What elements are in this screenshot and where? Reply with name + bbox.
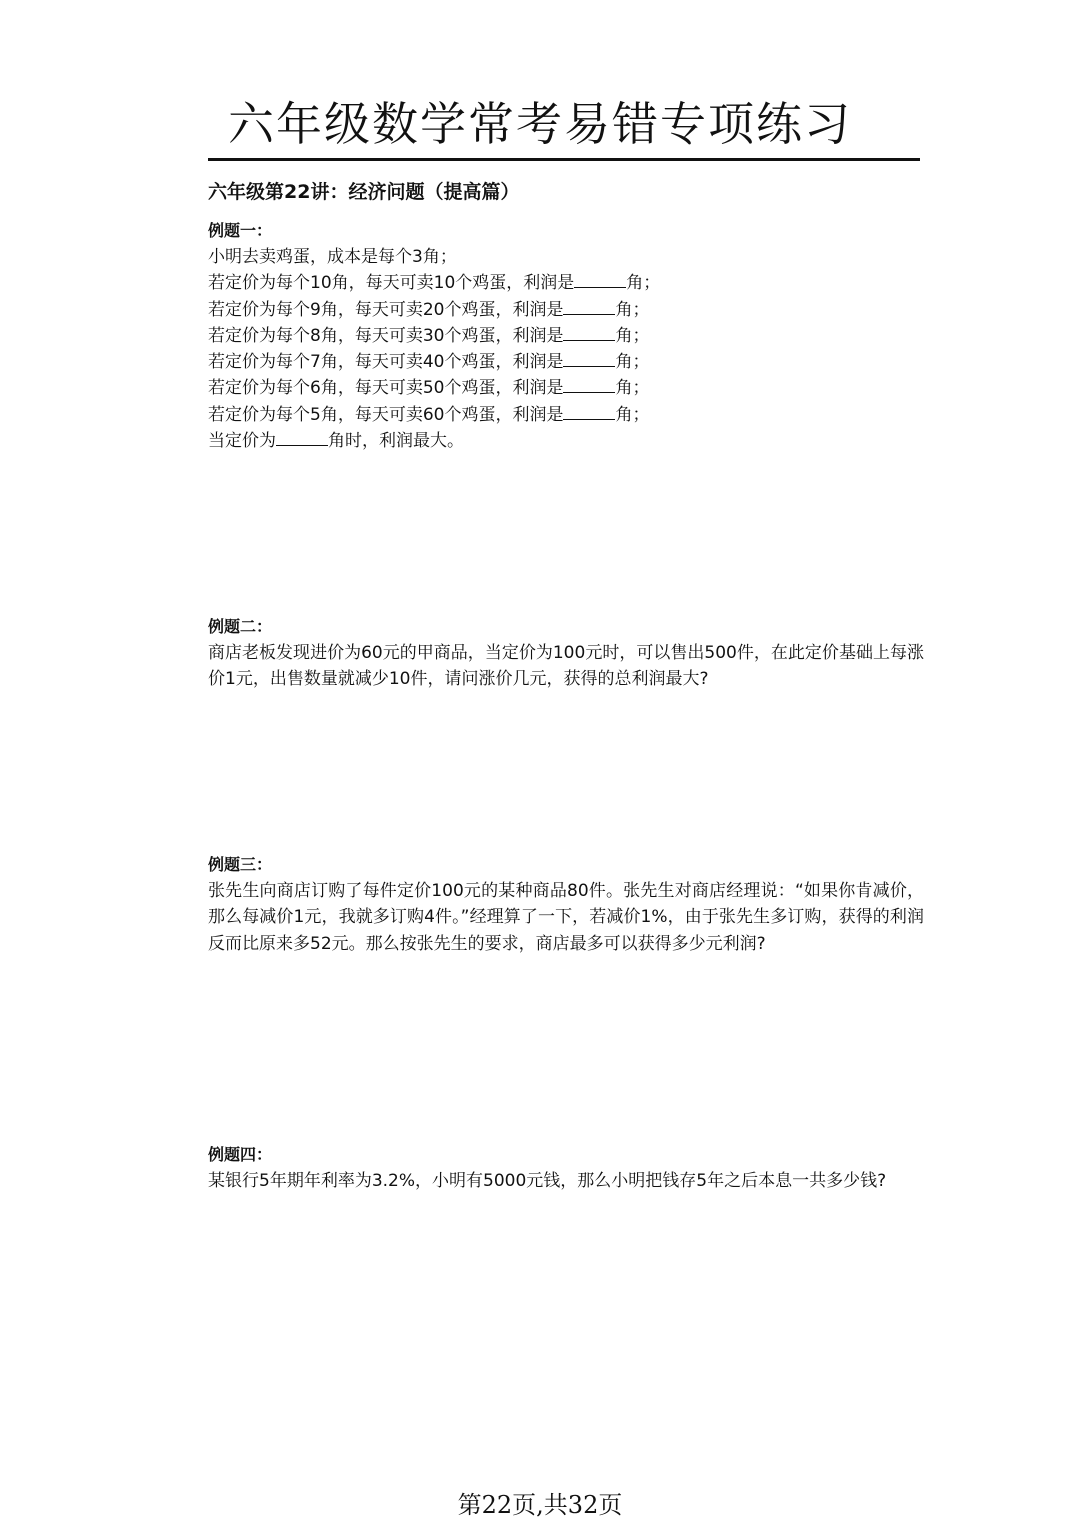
answer-blank[interactable] (563, 350, 615, 367)
example-1-line-8 (208, 428, 924, 454)
example-1 (208, 218, 924, 454)
example-2 (208, 614, 924, 693)
line-text: 当定价为 (208, 431, 276, 452)
example-1-line-7 (208, 402, 924, 428)
line-text: 若定价为每个9角，每天可卖20个鸡蛋，利润是 (208, 299, 564, 320)
line-text: 角时，利润最大。 (328, 431, 464, 452)
example-4 (208, 1142, 924, 1194)
lecture-title: 六年级第22讲：经济问题（提高篇） (208, 181, 520, 203)
example-3-text: 张先生向商店订购了每件定价100元的某种商品80件。张先生对商店经理说：“如果你肯减价，那么每减价1元，我就多订购4件。”经理算了一下，若减价1%，由于张先生多订购，获得的利润反而比原来多52元。那么按张先生的要求，商店最多可以获得多少元利润? (208, 881, 924, 954)
answer-blank[interactable] (563, 298, 615, 315)
example-3-heading: 例题三： (208, 855, 273, 874)
answer-blank[interactable] (563, 324, 615, 341)
line-text: 若定价为每个8角，每天可卖30个鸡蛋，利润是 (208, 325, 564, 346)
line-text: 角； (626, 273, 661, 294)
line-text: 角； (615, 299, 650, 320)
example-4-heading: 例题四： (208, 1145, 273, 1164)
example-3 (208, 852, 924, 957)
line-text: 小明去卖鸡蛋，成本是每个3角； (208, 247, 457, 267)
page-number: 第22页,共32页 (457, 1491, 623, 1519)
example-1-line-6 (208, 375, 924, 401)
example-1-line-4 (208, 323, 924, 349)
example-1-line-5 (208, 349, 924, 375)
example-1-line-2 (208, 270, 924, 296)
line-text: 若定价为每个7角，每天可卖40个鸡蛋，利润是 (208, 352, 564, 373)
example-1-line-1 (208, 244, 924, 270)
example-1-line-3 (208, 297, 924, 323)
example-1-heading: 例题一： (208, 221, 273, 240)
answer-blank[interactable] (563, 376, 615, 393)
title-underline (208, 158, 920, 161)
line-text: 角； (615, 325, 650, 346)
line-text: 角； (615, 378, 650, 399)
line-text: 若定价为每个5角，每天可卖60个鸡蛋，利润是 (208, 404, 564, 425)
line-text: 若定价为每个10角，每天可卖10个鸡蛋，利润是 (208, 273, 575, 294)
document-title: 六年级数学常考易错专项练习 (228, 97, 852, 151)
answer-blank[interactable] (563, 403, 615, 420)
example-4-text: 某银行5年期年利率为3.2%，小明有5000元钱，那么小明把钱存5年之后本息一共多少钱? (208, 1171, 887, 1191)
line-text: 若定价为每个6角，每天可卖50个鸡蛋，利润是 (208, 378, 564, 399)
example-2-heading: 例题二： (208, 617, 273, 636)
line-text: 角； (615, 404, 650, 425)
answer-blank[interactable] (574, 271, 626, 288)
line-text: 角； (615, 352, 650, 373)
answer-blank[interactable] (276, 429, 328, 446)
example-2-text: 商店老板发现进价为60元的甲商品，当定价为100元时，可以售出500件，在此定价基础上每涨价1元，出售数量就减少10件，请问涨价几元，获得的总利润最大? (208, 643, 924, 690)
